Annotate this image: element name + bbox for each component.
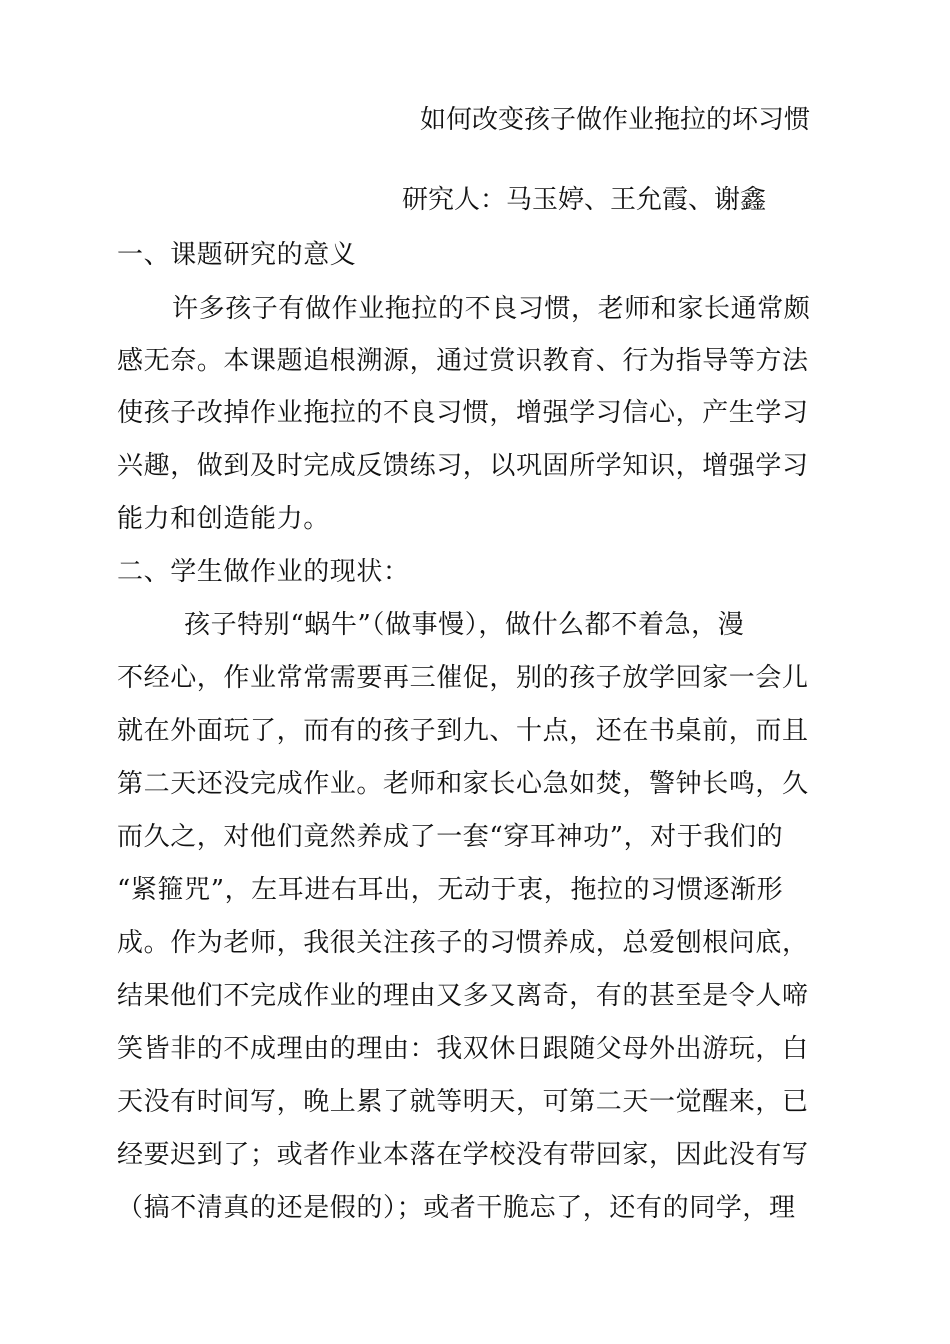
paragraph-line: 经要迟到了；或者作业本落在学校没有带回家，因此没有写 <box>117 1140 809 1170</box>
paragraph-line: 兴趣，做到及时完成反馈练习，以巩固所学知识，增强学习 <box>117 451 809 481</box>
paragraph-line: “紧箍咒”，左耳进右耳出，无动于衷，拖拉的习惯逐渐形 <box>117 875 784 905</box>
section-heading: 二、学生做作业的现状： <box>117 557 410 587</box>
document-authors: 研究人：马玉婷、王允霞、谢鑫 <box>402 185 767 215</box>
paragraph-line: 结果他们不完成作业的理由又多又离奇，有的甚至是令人啼 <box>117 981 809 1011</box>
section-heading: 一、课题研究的意义 <box>117 240 357 270</box>
paragraph-line: 而久之，对他们竟然养成了一套“穿耳神功”，对于我们的 <box>117 822 784 852</box>
paragraph-line: 许多孩子有做作业拖拉的不良习惯，老师和家长通常颇 <box>172 294 811 324</box>
paragraph-line: 能力和创造能力。 <box>117 504 330 534</box>
paragraph-line: 使孩子改掉作业拖拉的不良习惯，增强学习信心，产生学习 <box>117 398 809 428</box>
paragraph-line: 天没有时间写，晚上累了就等明天，可第二天一觉醒来，已 <box>117 1087 809 1117</box>
paragraph-line: 成。作为老师，我很关注孩子的习惯养成，总爱刨根问底， <box>117 928 809 958</box>
paragraph-line: 不经心，作业常常需要再三催促，别的孩子放学回家一会儿 <box>117 663 809 693</box>
paragraph-line: 第二天还没完成作业。老师和家长心急如焚，警钟长鸣，久 <box>117 769 809 799</box>
paragraph-line: 感无奈。本课题追根溯源，通过赏识教育、行为指导等方法 <box>117 346 809 376</box>
paragraph-line: （搞不清真的还是假的）；或者干脆忘了，还有的同学，理 <box>117 1193 796 1223</box>
paragraph-line: 孩子特别“蜗牛”（做事慢），做什么都不着急，漫 <box>184 610 745 640</box>
paragraph-line: 就在外面玩了，而有的孩子到九、十点，还在书桌前，而且 <box>117 716 809 746</box>
paragraph-line: 笑皆非的不成理由的理由：我双休日跟随父母外出游玩，白 <box>117 1034 809 1064</box>
document-title: 如何改变孩子做作业拖拉的坏习惯 <box>420 105 811 135</box>
